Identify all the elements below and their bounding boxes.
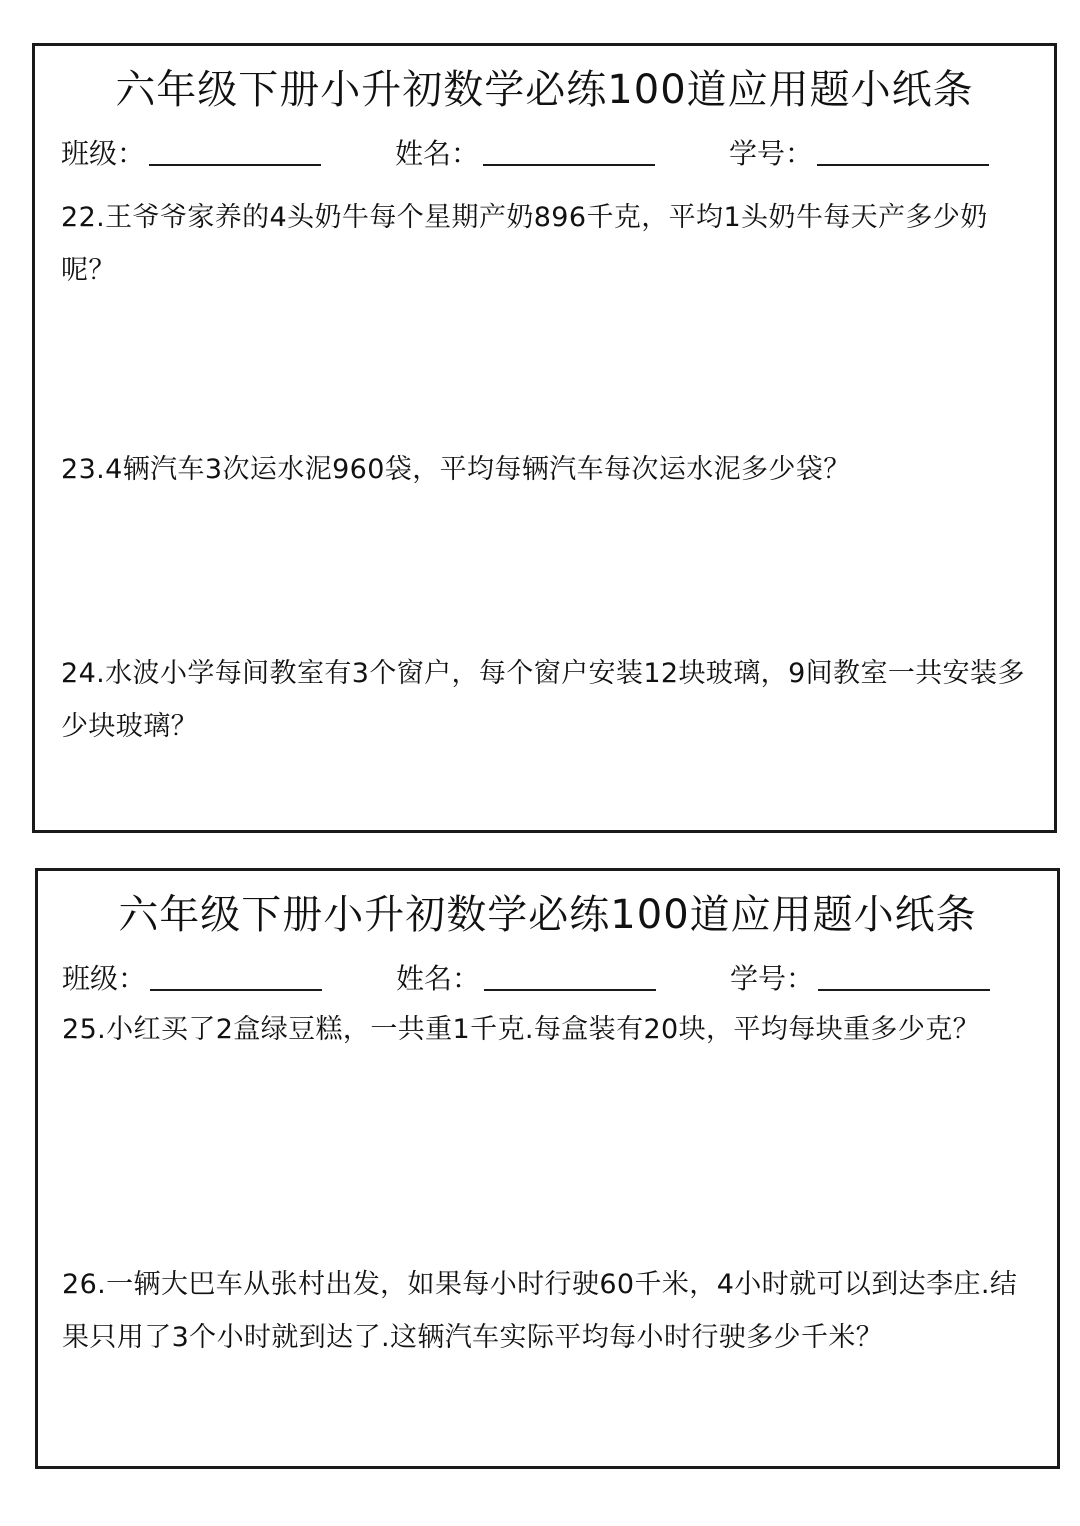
question-24 xyxy=(61,647,1029,753)
worksheet-card-2 xyxy=(35,868,1060,1469)
student-id-label: 学号： xyxy=(730,962,815,995)
worksheet-card-1 xyxy=(32,43,1057,833)
class-blank-line[interactable] xyxy=(150,959,322,991)
student-id-blank-line[interactable] xyxy=(818,959,990,991)
question-text: 王爷爷家养的4头奶牛每个星期产奶896千克，平均1头奶牛每天产多少奶呢？ xyxy=(61,202,988,286)
name-field[interactable] xyxy=(396,959,656,999)
question-25 xyxy=(62,1003,1030,1056)
question-text: 小红买了2盒绿豆糕，一共重1千克.每盒装有20块，平均每块重多少克？ xyxy=(106,1014,981,1045)
class-label: 班级： xyxy=(61,137,146,170)
student-id-blank-line[interactable] xyxy=(817,134,989,166)
question-number: 25. xyxy=(62,1014,107,1045)
question-number: 24. xyxy=(61,658,106,689)
question-text: 水波小学每间教室有3个窗户，每个窗户安装12块玻璃，9间教室一共安装多少块玻璃？ xyxy=(61,658,1025,742)
student-id-label: 学号： xyxy=(729,137,814,170)
student-id-field[interactable] xyxy=(729,134,989,174)
class-blank-line[interactable] xyxy=(149,134,321,166)
question-text: 一辆大巴车从张村出发，如果每小时行驶60千米，4小时就可以到达李庄.结果只用了3个小时就到达了.这辆汽车实际平均每小时行驶多少千米？ xyxy=(62,1269,1018,1353)
class-field[interactable] xyxy=(62,959,322,999)
question-number: 23. xyxy=(61,454,106,485)
class-label: 班级： xyxy=(62,962,147,995)
name-blank-line[interactable] xyxy=(483,134,655,166)
name-label: 姓名： xyxy=(395,137,480,170)
question-text: 4辆汽车3次运水泥960袋，平均每辆汽车每次运水泥多少袋？ xyxy=(105,454,851,485)
name-label: 姓名： xyxy=(396,962,481,995)
question-26 xyxy=(62,1258,1030,1364)
student-id-field[interactable] xyxy=(730,959,990,999)
name-blank-line[interactable] xyxy=(484,959,656,991)
question-23 xyxy=(61,443,1029,496)
name-field[interactable] xyxy=(395,134,655,174)
worksheet-title: 六年级下册小升初数学必练100道应用题小纸条 xyxy=(115,67,974,113)
worksheet-title: 六年级下册小升初数学必练100道应用题小纸条 xyxy=(118,892,977,938)
question-number: 22. xyxy=(61,202,106,233)
class-field[interactable] xyxy=(61,134,321,174)
question-number: 26. xyxy=(62,1269,107,1300)
question-22 xyxy=(61,191,1029,297)
